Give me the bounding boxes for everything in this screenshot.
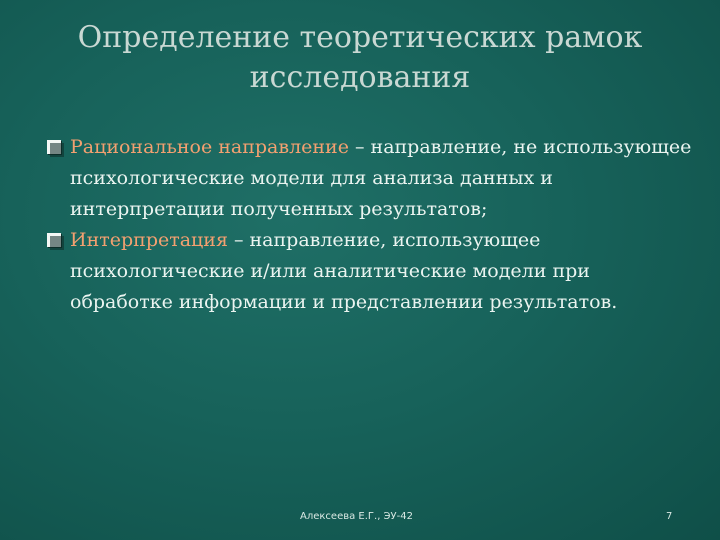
box-checkbox-icon bbox=[46, 232, 64, 250]
footer-author: Алексеева Е.Г., ЭУ-42 bbox=[300, 511, 413, 522]
page-number: 7 bbox=[666, 511, 673, 522]
bullet-text: – направление, использующее психологические и/или аналитические модели при обработке информации и представлении результатов. bbox=[70, 229, 618, 313]
slide-title-line-2: исследования bbox=[249, 60, 471, 95]
bullet-item-rational bbox=[44, 132, 694, 225]
bullet-term: Интерпретация bbox=[70, 229, 228, 251]
box-checkbox-icon bbox=[46, 139, 64, 157]
bullet-term: Рациональное направление bbox=[70, 136, 349, 158]
bullet-list bbox=[44, 132, 694, 318]
bullet-text: – направление, не использующее психологические модели для анализа данных и интерпретации полученных результатов; bbox=[70, 136, 692, 220]
slide-title-line-1: Определение теоретических рамок bbox=[77, 20, 643, 55]
bullet-item-interpretation bbox=[44, 225, 694, 318]
slide-title bbox=[40, 18, 680, 98]
